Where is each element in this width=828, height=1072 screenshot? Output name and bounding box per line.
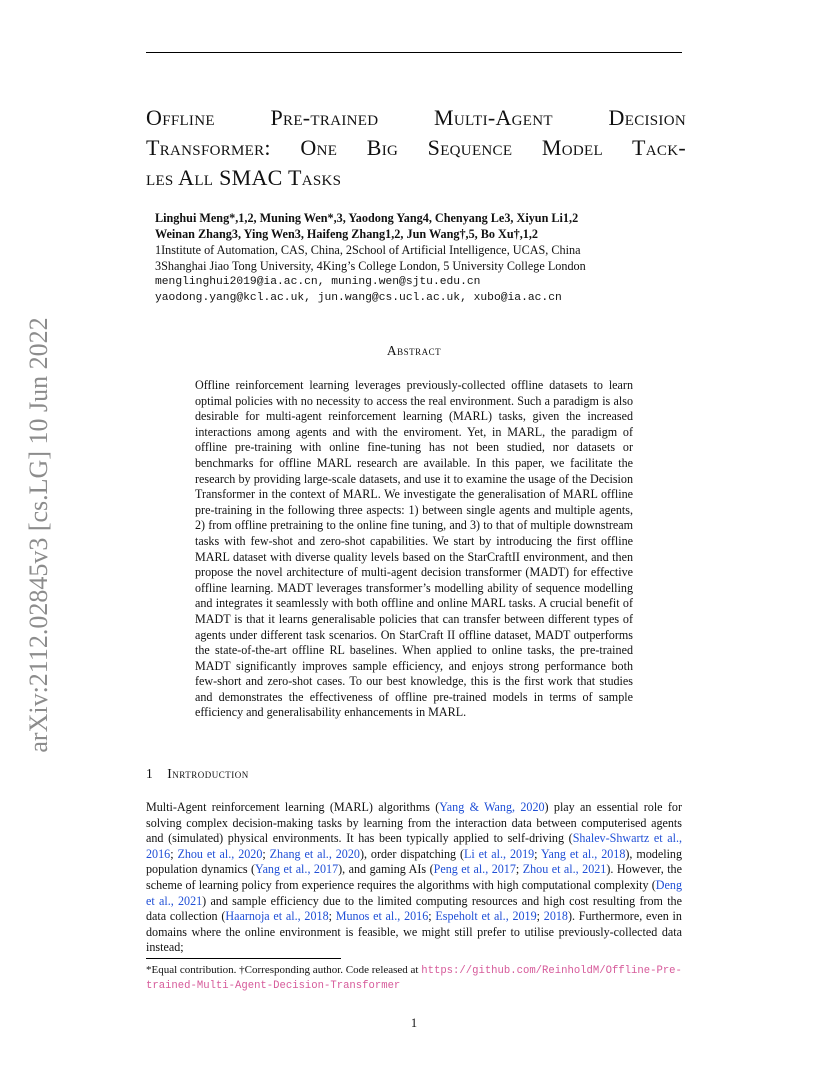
intro-text: ). Furthermore, even in domains where the online environment is feasible, we might still prefer to utilise previously-collected data instead; xyxy=(146,909,682,955)
intro-text: ), order dispatching ( xyxy=(359,846,465,861)
affiliation-line-2: 3Shanghai Jiao Tong University, 4King’s College London, 5 University College London xyxy=(155,259,586,273)
page-number: 1 xyxy=(410,1016,418,1030)
affiliation-line-1: 1Institute of Automation, CAS, China, 2School of Artificial Intelligence, UCAS, China xyxy=(155,243,581,257)
paper-title xyxy=(146,103,686,193)
arxiv-sidebar xyxy=(14,300,64,770)
citation-link[interactable]: Yang et al., 2018 xyxy=(541,846,626,861)
abstract-heading: Abstract xyxy=(386,343,442,358)
footnote-text: *Equal contribution. †Corresponding author. Code released at xyxy=(146,964,422,976)
intro-text: ), modeling population dynamics ( xyxy=(146,846,683,877)
author-names-line-1: Linghui Meng*,1,2, Muning Wen*,3, Yaodong Yang4, Chenyang Le3, Xiyun Li1,2 xyxy=(155,211,579,225)
author-block xyxy=(155,210,675,306)
section-title: Inrtroduction xyxy=(167,766,249,781)
citation-link[interactable]: 2018 xyxy=(543,909,568,924)
footnote-rule xyxy=(146,958,341,959)
citation-link[interactable]: Yang & Wang, 2020 xyxy=(439,800,545,814)
section-heading xyxy=(146,766,249,782)
arxiv-identifier: arXiv:2112.02845v3 [cs.LG] 10 Jun 2022 xyxy=(24,317,53,753)
introduction-paragraph: Multi-Agent reinforcement learning (MARL) algorithms (Yang & Wang, 2020) play an essential role for solving complex decision-making tasks by learning from the interaction data between computerised agents and (simulated) physical environments. It has been typically applied to self-driving (Shalev-Shwartz et al., 2016; Zhou et al., 2020; Zhang et al., 2020), order dispatching (Li et al., 2019; Yang et al., 2018), modeling population dynamics (Yang et al., 2017), and gaming AIs (Peng et al., 2017; Zhou et al., 2021). However, the scheme of learning policy from experience requires the algorithms with high computational complexity (Deng et al., 2021) and sample efficiency due to the limited computing resources and high cost resulting from the data collection (Haarnoja et al., 2018; Munos et al., 2016; Espeholt et al., 2019; 2018). Furthermore, even in domains where the online environment is feasible, we might still prefer to utilise previously-collected data instead; xyxy=(146,800,683,955)
title-line-1: Offline Pre-trained Multi-Agent Decision xyxy=(146,105,686,130)
citation-link[interactable]: Li et al., 2019 xyxy=(464,846,535,861)
author-names-line-2: Weinan Zhang3, Ying Wen3, Haifeng Zhang1,2, Jun Wang†,5, Bo Xu†,1,2 xyxy=(155,227,538,241)
intro-text: ) and sample efficiency due to the limited computing resources and high cost resulting from the data collection ( xyxy=(146,893,682,924)
citation-link[interactable]: Zhang et al., 2020 xyxy=(269,846,360,861)
citation-link[interactable]: Espeholt et al., 2019 xyxy=(435,909,537,924)
title-line-3: les All SMAC Tasks xyxy=(146,165,342,190)
citation-link[interactable]: Peng et al., 2017 xyxy=(433,862,516,877)
citation-link[interactable]: Deng et al., 2021 xyxy=(146,877,682,908)
intro-text: Multi-Agent reinforcement learning (MARL) algorithms ( xyxy=(146,800,440,814)
abstract-body: Offline reinforcement learning leverages previously-collected offline datasets to learn optimal policies with no necessity to access the real environment. Such a paradigm is also desirable for multi-agent reinforcement learning (MARL) tasks, given the increased interactions among agents and with the enviroment. Yet, in MARL, the paradigm of offline pre-training with online fine-tuning has not been studied, nor datasets or benchmarks for offline MARL research are available. In this paper, we facilitate the research by providing large-scale datasets, and use it to examine the usage of the Decision Transformer in the context of MARL. We investigate the generalisation of MARL offline pre-training in the following three aspects: 1) between single agents and multiple agents, 2) from offline pretraining to the online fine tuning, and 3) to that of multiple downstream tasks with few-shot and zero-shot capabilities. We start by introducing the first offline MARL dataset with diverse quality levels based on the StarCraftII environment, and then propose the novel architecture of multi-agent decision transformer (MADT) for effective offline learning. MADT leverages transformer’s modelling ability of sequence modelling and integrates it seamlessly with both offline and online MARL tasks. A crucial benefit of MADT is that it learns generalisable policies that can transfer between different types of agents under different task scenarios. On StarCraft II offline dataset, MADT outperforms the state-of-the-art offline RL baselines. When applied to online tasks, the pre-trained MADT significantly improves sample efficiency, and enjoys strong performance both few-short and zero-shot cases. To our best knowledge, this is the first work that studies and demonstrates the effectiveness of offline pre-trained models in terms of sample efficiency and generalisability enhancements in MARL. xyxy=(195,378,633,720)
citation-link[interactable]: Haarnoja et al., 2018 xyxy=(225,909,329,924)
citation-link[interactable]: Shalev-Shwartz et al., 2016 xyxy=(146,831,683,861)
intro-text: ) play an essential role for solving complex decision-making tasks by learning from the interaction data between computerised agents and (simulated) physical environments. It has been typically applied to self-driving ( xyxy=(146,800,682,846)
citation-link[interactable]: Zhou et al., 2021 xyxy=(522,862,607,877)
email-line-1: menglinghui2019@ia.ac.cn, muning.wen@sjtu.edu.cn xyxy=(155,276,481,288)
code-url-link[interactable]: https://github.com/ReinholdM/Offline-Pre-trained-Multi-Agent-Decision-Transformer xyxy=(146,965,682,992)
intro-text: ). However, the scheme of learning policy from experience requires the algorithms with high computational complexity ( xyxy=(146,862,682,892)
title-line-2: Transformer: One Big Sequence Model Tack- xyxy=(146,135,686,160)
email-line-2: yaodong.yang@kcl.ac.uk, jun.wang@cs.ucl.ac.uk, xubo@ia.ac.cn xyxy=(155,292,562,304)
citation-link[interactable]: Munos et al., 2016 xyxy=(335,909,429,924)
intro-text: ), and gaming AIs ( xyxy=(338,862,434,877)
citation-link[interactable]: Yang et al., 2017 xyxy=(255,862,339,877)
footnote xyxy=(146,963,686,993)
top-rule xyxy=(146,52,682,53)
section-number: 1 xyxy=(146,766,154,781)
citation-link[interactable]: Zhou et al., 2020 xyxy=(177,846,263,861)
